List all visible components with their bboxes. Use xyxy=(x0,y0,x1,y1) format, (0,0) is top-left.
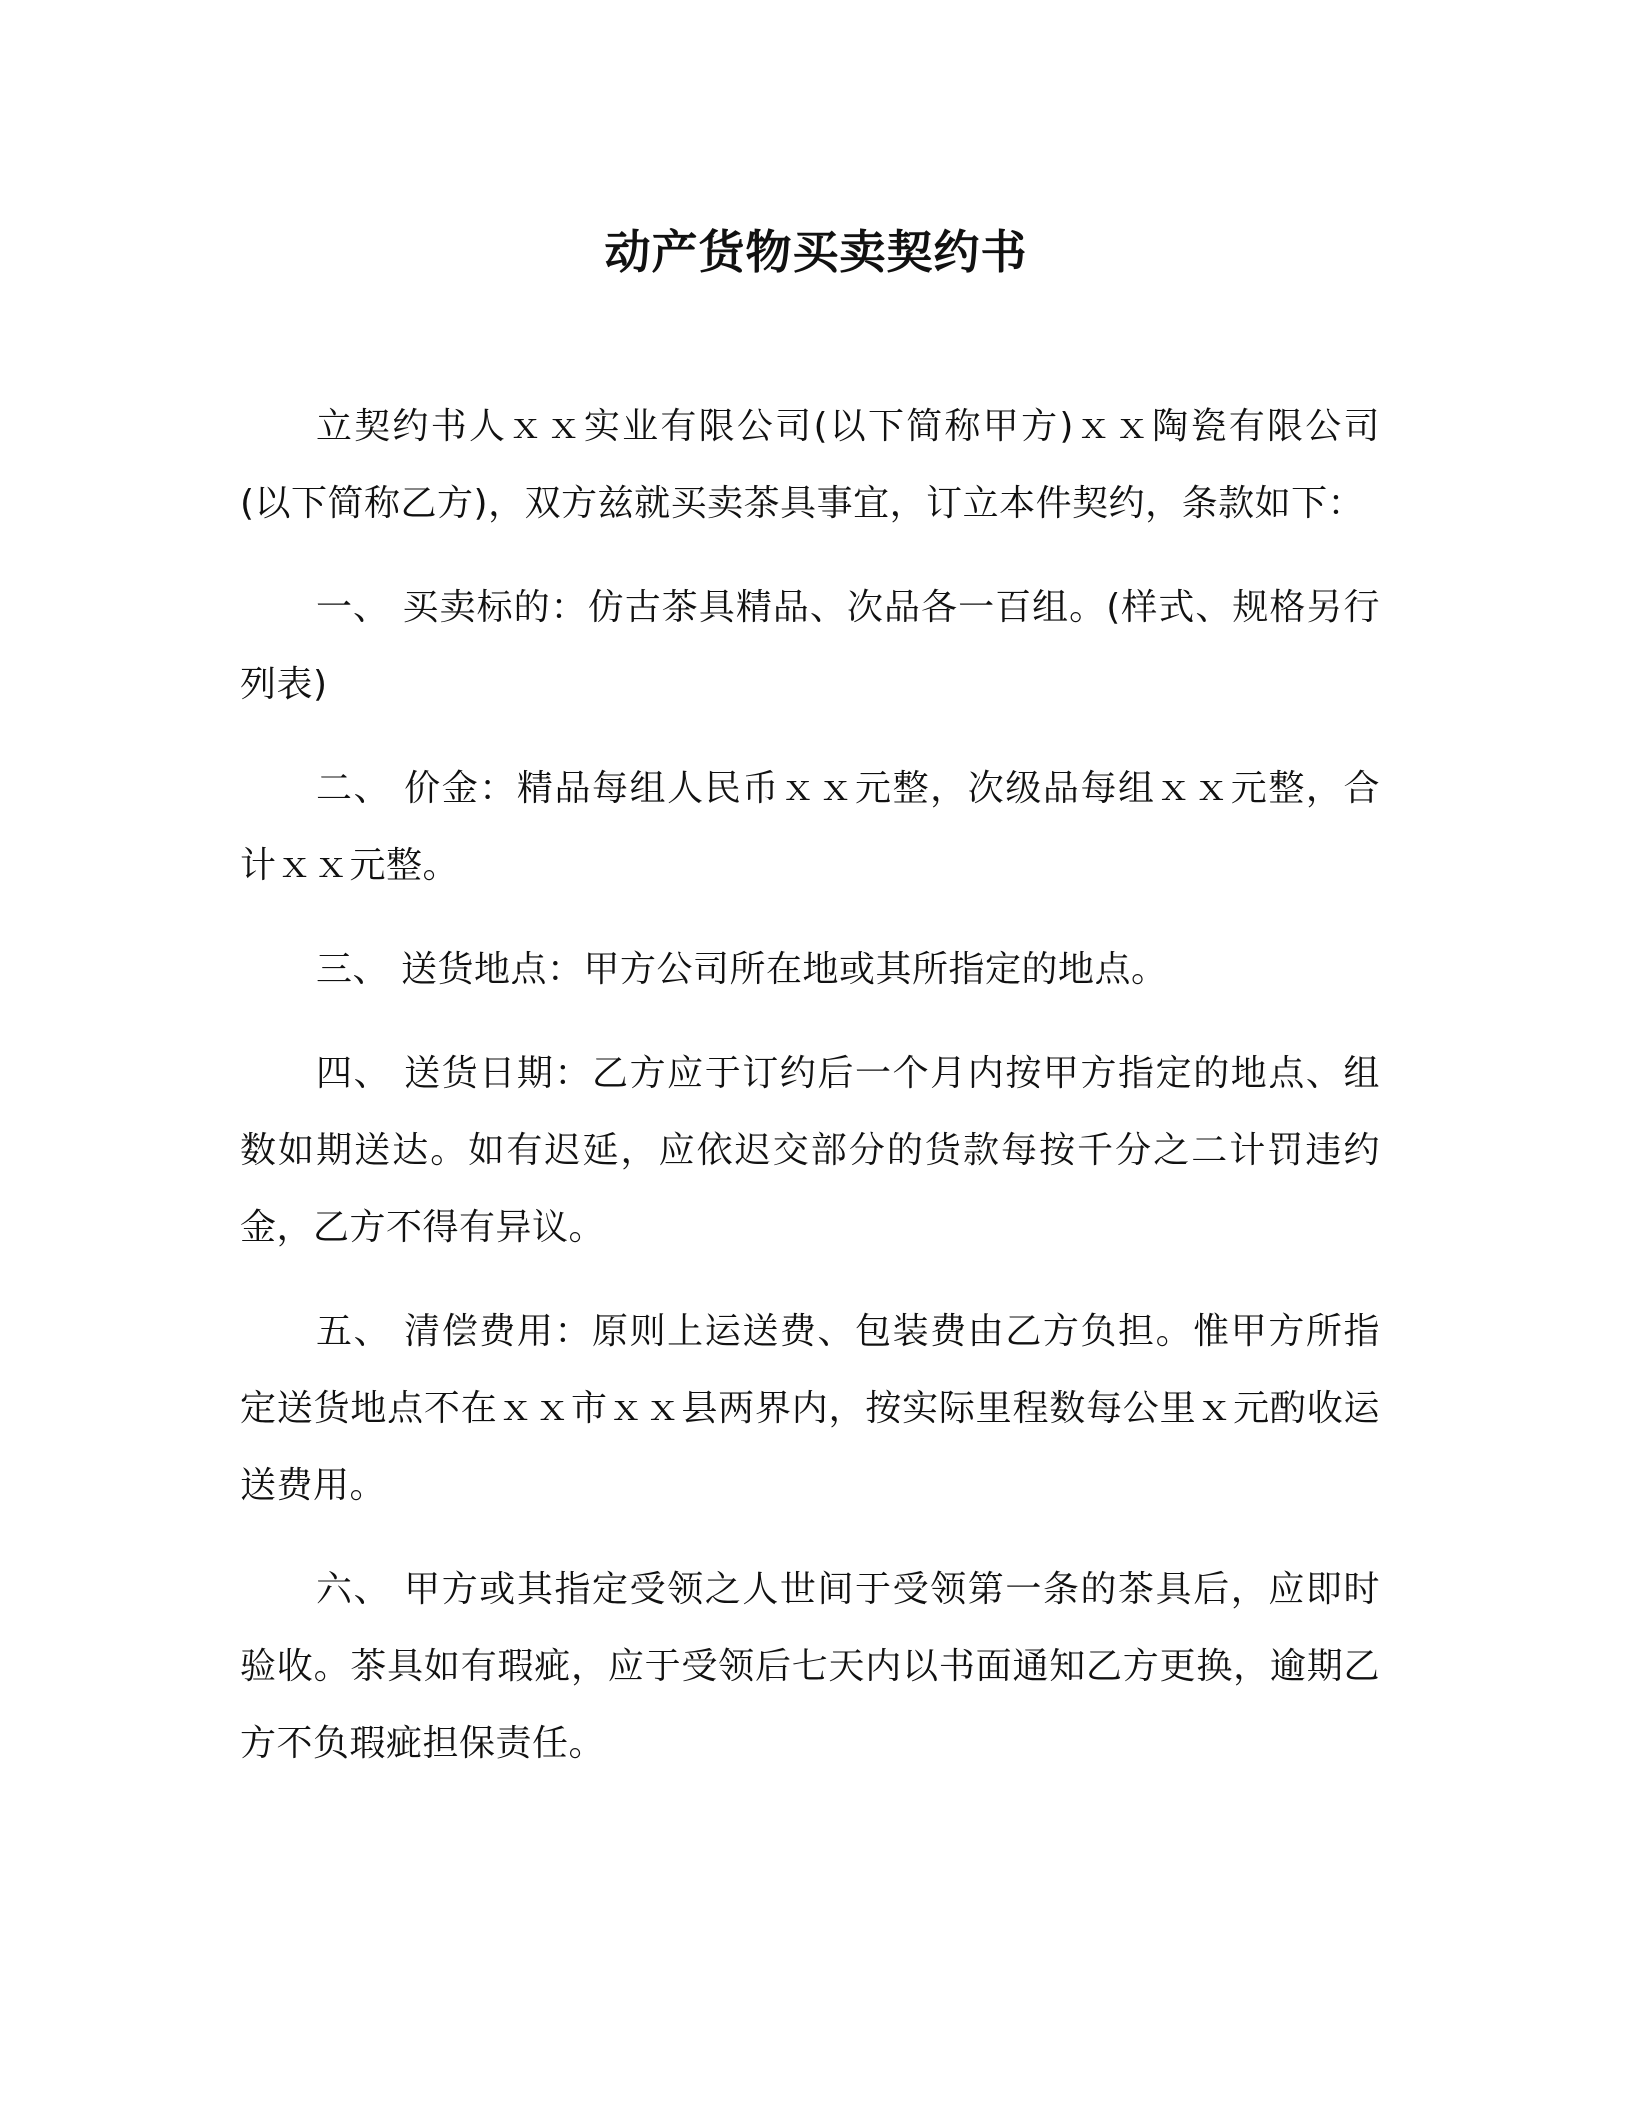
clause-3-delivery-place: 三、 送货地点：甲方公司所在地或其所指定的地点。 xyxy=(316,949,1168,990)
clause-1-subject: 一、 买卖标的：仿古茶具精品、次品各一百组。(样式、规格另行列表) xyxy=(240,587,1380,705)
document-body xyxy=(240,388,1380,1809)
document-title: 动产货物买卖契约书 xyxy=(604,225,1028,279)
preamble-paragraph: 立契约书人ｘｘ实业有限公司(以下简称甲方)ｘｘ陶瓷有限公司(以下简称乙方)，双方兹就买卖茶具事宜，订立本件契约，条款如下： xyxy=(240,406,1380,524)
clause-6-inspection: 六、 甲方或其指定受领之人世间于受领第一条的茶具后，应即时验收。茶具如有瑕疵，应于受领后七天内以书面通知乙方更换，逾期乙方不负瑕疵担保责任。 xyxy=(240,1569,1380,1764)
clause-5-expenses: 五、 清偿费用：原则上运送费、包装费由乙方负担。惟甲方所指定送货地点不在ｘｘ市ｘｘ县两界内，按实际里程数每公里ｘ元酌收运送费用。 xyxy=(240,1311,1380,1506)
clause-4-delivery-date: 四、 送货日期：乙方应于订约后一个月内按甲方指定的地点、组数如期送达。如有迟延，应依迟交部分的货款每按千分之二计罚违约金，乙方不得有异议。 xyxy=(240,1053,1380,1248)
clause-2-price: 二、 价金：精品每组人民币ｘｘ元整，次级品每组ｘｘ元整，合计ｘｘ元整。 xyxy=(240,768,1380,886)
